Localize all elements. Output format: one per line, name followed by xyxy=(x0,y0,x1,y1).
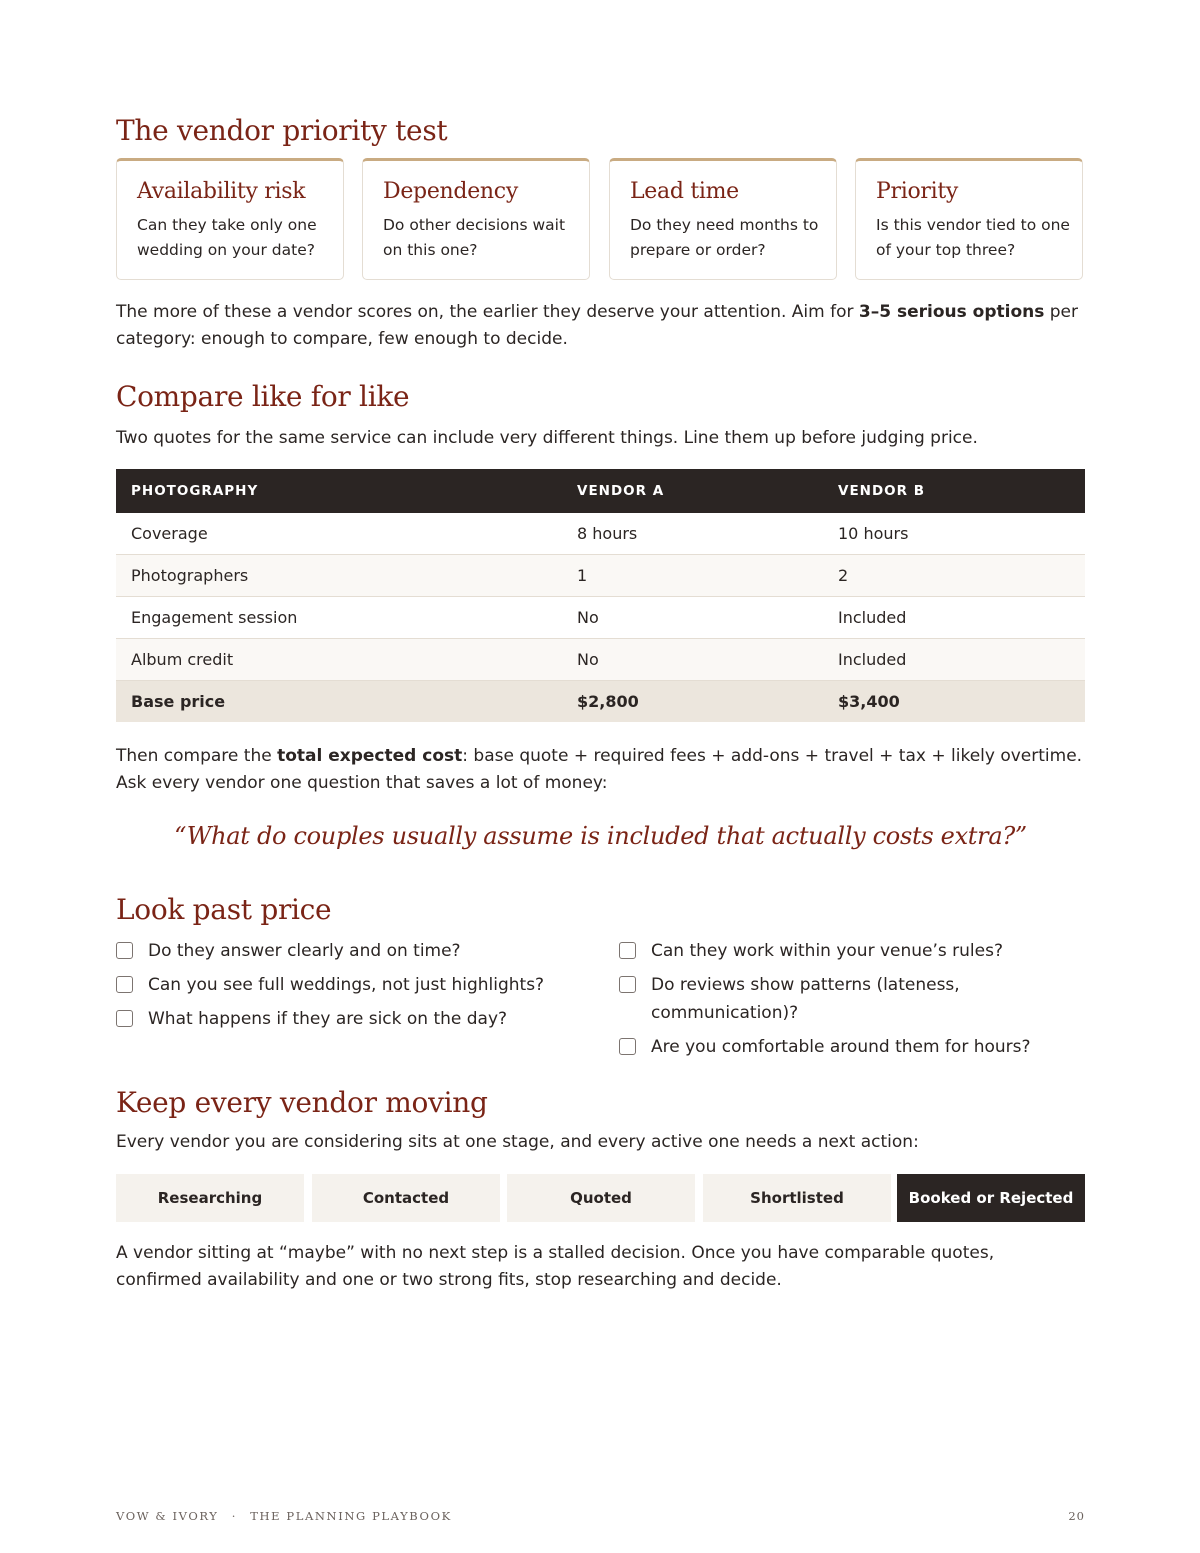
priority-paragraph xyxy=(116,299,1085,353)
priority-test-heading: The vendor priority test xyxy=(116,114,448,147)
checklist-item[interactable] xyxy=(116,1005,596,1033)
table-cell: Included xyxy=(823,639,1085,681)
priority-cards xyxy=(116,158,1085,282)
checkbox[interactable] xyxy=(619,942,636,959)
stage-shortlisted: Shortlisted xyxy=(703,1174,891,1222)
past-price-heading: Look past price xyxy=(116,893,332,926)
footer-book-title: THE PLANNING PLAYBOOK xyxy=(250,1509,452,1523)
checklist-item[interactable] xyxy=(116,971,596,999)
table-cell: $2,800 xyxy=(562,681,823,723)
card-title: Lead time xyxy=(630,179,739,204)
table-cell: $3,400 xyxy=(823,681,1085,723)
checklist-label: What happens if they are sick on the day? xyxy=(148,1009,508,1029)
table-cell: 10 hours xyxy=(823,513,1085,555)
table-cell: Engagement session xyxy=(116,597,562,639)
card-text: Is this vendor tied to one of your top three? xyxy=(876,216,1070,259)
card-title: Availability risk xyxy=(137,179,306,204)
checkbox[interactable] xyxy=(619,976,636,993)
table-cell: Album credit xyxy=(116,639,562,681)
priority-paragraph-end: per category: enough to compare, few enough to decide. xyxy=(116,302,1079,349)
stage-contacted: Contacted xyxy=(312,1174,500,1222)
checklist-item[interactable] xyxy=(619,971,979,1027)
priority-paragraph-bold: 3–5 serious options xyxy=(858,302,1045,322)
stage-quoted: Quoted xyxy=(507,1174,695,1222)
table-cell: Coverage xyxy=(116,513,562,555)
card-title: Dependency xyxy=(383,179,518,204)
table-row xyxy=(116,555,1085,597)
card-priority xyxy=(855,158,1083,280)
table-header: VENDOR A xyxy=(562,469,823,513)
total-cost-end: : base quote + required fees + add-ons + travel + tax + likely overtime. Ask every vendor one question that saves a lot of money: xyxy=(116,746,1083,793)
checklist-item[interactable] xyxy=(619,1033,1059,1061)
table-cell: Included xyxy=(823,597,1085,639)
table-cell: 8 hours xyxy=(562,513,823,555)
checklist-label: Do reviews show patterns (lateness, communication)? xyxy=(651,975,960,1023)
compare-intro: Two quotes for the same service can include very different things. Line them up before judging price. xyxy=(116,428,978,448)
table-cell: No xyxy=(562,639,823,681)
moving-intro: Every vendor you are considering sits at one stage, and every active one needs a next action: xyxy=(116,1132,919,1152)
checklist-label: Are you comfortable around them for hours? xyxy=(651,1037,1031,1057)
table-cell: Base price xyxy=(116,681,562,723)
card-dependency xyxy=(362,158,590,280)
checkbox[interactable] xyxy=(116,976,133,993)
table-header-row xyxy=(116,469,1085,513)
priority-paragraph-start: The more of these a vendor scores on, the earlier they deserve your attention. Aim for xyxy=(116,302,859,322)
card-availability-risk xyxy=(116,158,344,280)
closing-paragraph: A vendor sitting at “maybe” with no next step is a stalled decision. Once you have comparable quotes, confirmed availability and one or two strong fits, stop researching and decide. xyxy=(116,1243,995,1290)
compare-heading: Compare like for like xyxy=(116,380,410,413)
card-title: Priority xyxy=(876,179,959,204)
table-row xyxy=(116,597,1085,639)
checkbox[interactable] xyxy=(619,1038,636,1055)
table-total-row xyxy=(116,681,1085,723)
checkbox[interactable] xyxy=(116,1010,133,1027)
table-row xyxy=(116,639,1085,681)
table-header: VENDOR B xyxy=(823,469,1085,513)
checklist-item[interactable] xyxy=(619,937,1059,965)
table-header: PHOTOGRAPHY xyxy=(116,469,562,513)
checklist-label: Can you see full weddings, not just highlights? xyxy=(148,975,545,995)
table-cell: Photographers xyxy=(116,555,562,597)
card-text: Can they take only one wedding on your date? xyxy=(137,216,317,259)
page-number: 20 xyxy=(1068,1509,1085,1523)
stage-researching: Researching xyxy=(116,1174,304,1222)
moving-heading: Keep every vendor moving xyxy=(116,1086,488,1119)
footer-separator: · xyxy=(231,1509,237,1523)
card-text: Do other decisions wait on this one? xyxy=(383,216,566,259)
footer-brand: VOW & IVORY xyxy=(116,1509,219,1523)
comparison-table xyxy=(116,469,1085,722)
table-row xyxy=(116,513,1085,555)
table-cell: No xyxy=(562,597,823,639)
table-cell: 1 xyxy=(562,555,823,597)
table-cell: 2 xyxy=(823,555,1085,597)
checklist-label: Can they work within your venue’s rules? xyxy=(651,941,1003,961)
checklist-label: Do they answer clearly and on time? xyxy=(148,941,461,961)
total-cost-start: Then compare the xyxy=(116,746,278,766)
stage-pipeline xyxy=(116,1174,1085,1222)
total-cost-paragraph xyxy=(116,743,1085,797)
checkbox[interactable] xyxy=(116,942,133,959)
card-text: Do they need months to prepare or order? xyxy=(630,216,819,259)
stage-booked-or-rejected: Booked or Rejected xyxy=(897,1174,1085,1222)
total-cost-bold: total expected cost xyxy=(277,746,463,766)
footer-running-title xyxy=(116,1509,452,1523)
card-lead-time xyxy=(609,158,837,280)
checklist-item[interactable] xyxy=(116,937,596,965)
pull-quote: “What do couples usually assume is included that actually costs extra?” xyxy=(174,822,1027,850)
